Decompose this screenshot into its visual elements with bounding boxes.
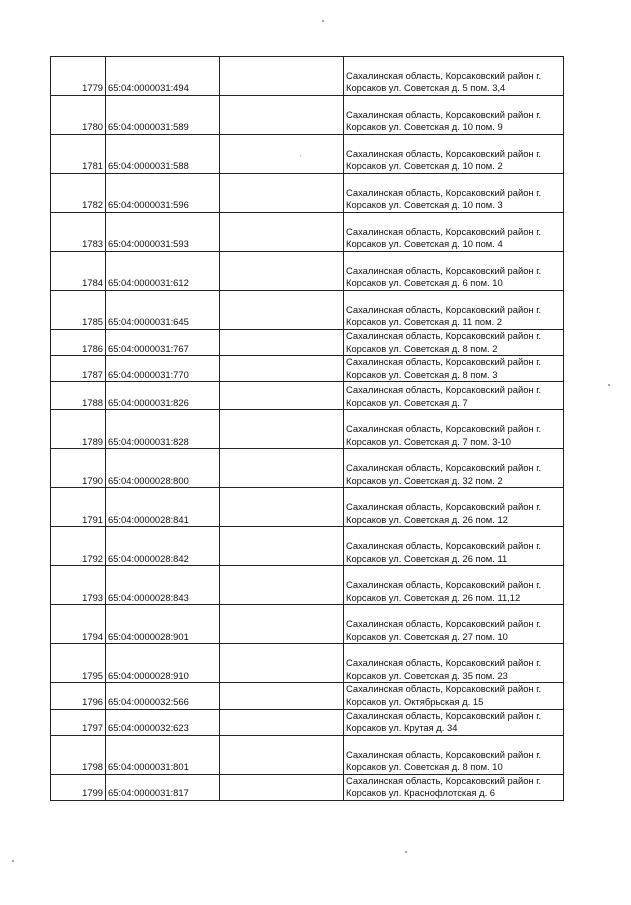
table-row — [51, 174, 564, 213]
address-line-region: Сахалинская область, Корсаковский район г. — [346, 774, 542, 786]
cadastral-number: 65:04:0000031:817 — [106, 774, 220, 800]
address-cell — [344, 735, 564, 774]
address-cell — [344, 382, 564, 410]
table-row — [51, 135, 564, 174]
row-number: 1780 — [51, 96, 106, 135]
row-number: 1794 — [51, 605, 106, 644]
address-cell — [344, 291, 564, 330]
row-number: 1796 — [51, 683, 106, 709]
cadastral-number: 65:04:0000028:800 — [106, 449, 220, 488]
address-cell — [344, 709, 564, 735]
address-line-street: Корсаков ул. Советская д. 32 пом. 2 — [346, 474, 503, 486]
address-line-street: Корсаков ул. Крутая д. 34 — [346, 722, 458, 734]
table-row — [51, 449, 564, 488]
empty-cell — [220, 605, 344, 644]
cadastral-number: 65:04:0000031:596 — [106, 174, 220, 213]
table-row — [51, 488, 564, 527]
empty-cell — [220, 252, 344, 291]
row-number: 1790 — [51, 449, 106, 488]
table-row — [51, 774, 564, 800]
empty-cell — [220, 709, 344, 735]
address-line-street: Корсаков ул. Октябрьская д. 15 — [346, 695, 484, 707]
empty-cell — [220, 566, 344, 605]
table-row — [51, 683, 564, 709]
address-line-region: Сахалинская область, Корсаковский район г. — [346, 579, 542, 591]
cadastral-number: 65:04:0000031:826 — [106, 382, 220, 410]
address-line-street: Корсаков ул. Советская д. 27 пом. 10 — [346, 630, 508, 642]
cadastral-number: 65:04:0000031:770 — [106, 356, 220, 382]
address-line-street: Корсаков ул. Советская д. 6 пом. 10 — [346, 277, 503, 289]
address-line-street: Корсаков ул. Советская д. 10 пом. 2 — [346, 160, 503, 172]
table-row — [51, 566, 564, 605]
address-cell — [344, 566, 564, 605]
address-line-region: Сахалинская область, Корсаковский район г. — [346, 657, 542, 669]
table-row — [51, 252, 564, 291]
address-line-street: Корсаков ул. Советская д. 26 пом. 12 — [346, 513, 508, 525]
empty-cell — [220, 683, 344, 709]
address-line-region: Сахалинская область, Корсаковский район г. — [346, 356, 542, 368]
cadastral-number: 65:04:0000028:841 — [106, 488, 220, 527]
scan-speck — [300, 155, 301, 156]
cadastral-number: 65:04:0000028:842 — [106, 527, 220, 566]
empty-cell — [220, 774, 344, 800]
empty-cell — [220, 382, 344, 410]
empty-cell — [220, 735, 344, 774]
address-line-region: Сахалинская область, Корсаковский район г. — [346, 748, 542, 760]
row-number: 1789 — [51, 410, 106, 449]
address-cell — [344, 488, 564, 527]
cadastral-number: 65:04:0000031:494 — [106, 57, 220, 96]
address-cell — [344, 213, 564, 252]
address-cell — [344, 330, 564, 356]
row-number: 1787 — [51, 356, 106, 382]
row-number: 1798 — [51, 735, 106, 774]
scan-speck — [12, 860, 14, 862]
registry-table-body — [51, 57, 564, 801]
row-number: 1788 — [51, 382, 106, 410]
address-cell — [344, 57, 564, 96]
address-line-street: Корсаков ул. Советская д. 5 пом. 3,4 — [346, 82, 506, 94]
address-line-region: Сахалинская область, Корсаковский район г. — [346, 69, 542, 81]
address-cell — [344, 683, 564, 709]
empty-cell — [220, 527, 344, 566]
empty-cell — [220, 135, 344, 174]
empty-cell — [220, 291, 344, 330]
address-line-street: Корсаков ул. Советская д. 11 пом. 2 — [346, 316, 502, 328]
address-line-region: Сахалинская область, Корсаковский район г. — [346, 303, 542, 315]
empty-cell — [220, 449, 344, 488]
address-line-region: Сахалинская область, Корсаковский район г. — [346, 423, 542, 435]
cadastral-number: 65:04:0000031:593 — [106, 213, 220, 252]
cadastral-number: 65:04:0000028:901 — [106, 605, 220, 644]
empty-cell — [220, 213, 344, 252]
address-line-region: Сахалинская область, Корсаковский район г. — [346, 683, 542, 695]
empty-cell — [220, 96, 344, 135]
cadastral-number: 65:04:0000031:801 — [106, 735, 220, 774]
row-number: 1784 — [51, 252, 106, 291]
row-number: 1799 — [51, 774, 106, 800]
table-row — [51, 291, 564, 330]
address-cell — [344, 356, 564, 382]
address-line-region: Сахалинская область, Корсаковский район г. — [346, 225, 542, 237]
address-line-street: Корсаков ул. Краснофлотская д. 6 — [346, 787, 495, 799]
address-line-street: Корсаков ул. Советская д. 26 пом. 11 — [346, 552, 508, 564]
address-line-street: Корсаков ул. Советская д. 26 пом. 11,12 — [346, 591, 521, 603]
cadastral-number: 65:04:0000031:828 — [106, 410, 220, 449]
address-line-street: Корсаков ул. Советская д. 7 пом. 3-10 — [346, 435, 512, 447]
address-cell — [344, 449, 564, 488]
property-registry-table — [50, 56, 564, 801]
address-cell — [344, 135, 564, 174]
address-line-region: Сахалинская область, Корсаковский район г. — [346, 186, 542, 198]
table-row — [51, 605, 564, 644]
scan-speck — [608, 384, 610, 386]
table-row — [51, 644, 564, 683]
row-number: 1793 — [51, 566, 106, 605]
address-line-street: Корсаков ул. Советская д. 8 пом. 2 — [346, 342, 498, 354]
address-line-region: Сахалинская область, Корсаковский район г. — [346, 384, 542, 396]
table-row — [51, 213, 564, 252]
row-number: 1791 — [51, 488, 106, 527]
empty-cell — [220, 488, 344, 527]
row-number: 1781 — [51, 135, 106, 174]
address-line-region: Сахалинская область, Корсаковский район г. — [346, 540, 542, 552]
address-line-street: Корсаков ул. Советская д. 10 пом. 9 — [346, 121, 503, 133]
address-cell — [344, 252, 564, 291]
address-line-region: Сахалинская область, Корсаковский район г. — [346, 108, 542, 120]
cadastral-number: 65:04:0000032:623 — [106, 709, 220, 735]
row-number: 1782 — [51, 174, 106, 213]
empty-cell — [220, 410, 344, 449]
empty-cell — [220, 330, 344, 356]
cadastral-number: 65:04:0000028:910 — [106, 644, 220, 683]
table-row — [51, 356, 564, 382]
address-cell — [344, 96, 564, 135]
cadastral-number: 65:04:0000031:612 — [106, 252, 220, 291]
cadastral-number: 65:04:0000031:767 — [106, 330, 220, 356]
address-cell — [344, 774, 564, 800]
address-cell — [344, 527, 564, 566]
address-line-region: Сахалинская область, Корсаковский район г. — [346, 709, 542, 721]
address-line-region: Сахалинская область, Корсаковский район г. — [346, 147, 542, 159]
address-line-street: Корсаков ул. Советская д. 10 пом. 4 — [346, 238, 503, 250]
address-line-street: Корсаков ул. Советская д. 8 пом. 10 — [346, 761, 503, 773]
cadastral-number: 65:04:0000031:589 — [106, 96, 220, 135]
row-number: 1785 — [51, 291, 106, 330]
cadastral-number: 65:04:0000032:566 — [106, 683, 220, 709]
address-cell — [344, 174, 564, 213]
table-row — [51, 709, 564, 735]
address-line-region: Сахалинская область, Корсаковский район г. — [346, 330, 542, 341]
address-cell — [344, 410, 564, 449]
cadastral-number: 65:04:0000031:645 — [106, 291, 220, 330]
row-number: 1797 — [51, 709, 106, 735]
scan-speck — [405, 851, 407, 853]
table-row — [51, 410, 564, 449]
address-cell — [344, 605, 564, 644]
row-number: 1795 — [51, 644, 106, 683]
address-line-street: Корсаков ул. Советская д. 10 пом. 3 — [346, 199, 503, 211]
row-number: 1783 — [51, 213, 106, 252]
address-line-region: Сахалинская область, Корсаковский район г. — [346, 264, 542, 276]
table-row — [51, 382, 564, 410]
address-line-region: Сахалинская область, Корсаковский район г. — [346, 501, 542, 513]
empty-cell — [220, 57, 344, 96]
cadastral-number: 65:04:0000028:843 — [106, 566, 220, 605]
address-line-street: Корсаков ул. Советская д. 35 пом. 23 — [346, 669, 508, 681]
row-number: 1786 — [51, 330, 106, 356]
row-number: 1779 — [51, 57, 106, 96]
empty-cell — [220, 356, 344, 382]
address-line-region: Сахалинская область, Корсаковский район г. — [346, 462, 542, 474]
address-line-region: Сахалинская область, Корсаковский район г. — [346, 618, 542, 630]
empty-cell — [220, 174, 344, 213]
scan-speck — [322, 20, 324, 22]
table-row — [51, 330, 564, 356]
address-cell — [344, 644, 564, 683]
empty-cell — [220, 644, 344, 683]
table-row — [51, 57, 564, 96]
row-number: 1792 — [51, 527, 106, 566]
table-row — [51, 527, 564, 566]
address-line-street: Корсаков ул. Советская д. 8 пом. 3 — [346, 368, 498, 380]
cadastral-number: 65:04:0000031:588 — [106, 135, 220, 174]
address-line-street: Корсаков ул. Советская д. 7 — [346, 396, 468, 408]
table-row — [51, 735, 564, 774]
table-row — [51, 96, 564, 135]
